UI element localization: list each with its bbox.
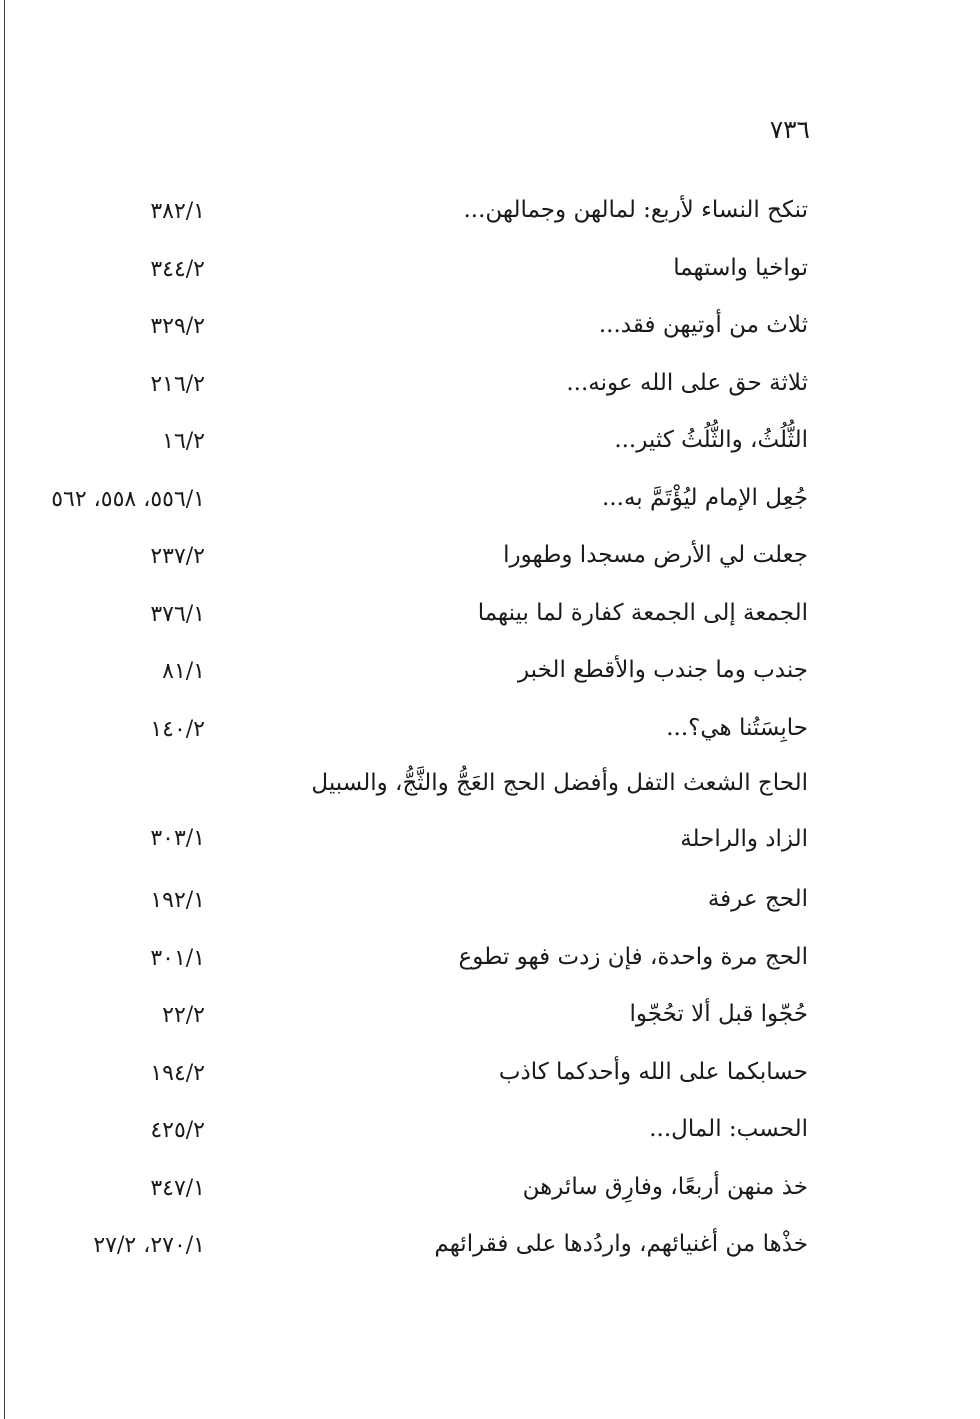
entry-reference: ٣٨٢/١ bbox=[150, 199, 205, 224]
index-entry bbox=[0, 363, 980, 421]
entry-reference: ٨١/١ bbox=[162, 659, 205, 684]
entry-reference: ٣٤٧/١ bbox=[150, 1175, 205, 1201]
entry-text: حُجّوا قبل ألا تحُجّوا bbox=[629, 1001, 808, 1027]
entry-reference: ٣٢٩/٢ bbox=[150, 314, 205, 339]
index-entry bbox=[0, 248, 980, 306]
entry-reference: ٣٠٣/١ bbox=[150, 826, 205, 851]
entry-text: جندب وما جندب والأقطع الخبر bbox=[517, 657, 808, 683]
entry-text: تنكح النساء لأربع: لمالهن وجمالهن... bbox=[463, 197, 808, 223]
entry-reference: ١٦/٢ bbox=[162, 429, 205, 454]
entry-reference: ١٩٢/١ bbox=[150, 888, 205, 913]
entry-reference: ٣٤٤/٢ bbox=[150, 256, 205, 282]
index-entry bbox=[0, 535, 980, 593]
entry-reference: ٢١٦/٢ bbox=[150, 371, 205, 397]
entry-text: خذْها من أغنيائهم، واردُدها على فقرائهم bbox=[434, 1231, 808, 1257]
index-entry bbox=[0, 1167, 980, 1225]
index-entry bbox=[0, 994, 980, 1052]
index-entry bbox=[0, 593, 980, 651]
index-entry bbox=[0, 190, 980, 248]
entry-text: حابِسَتُنا هي؟... bbox=[666, 714, 808, 741]
entry-reference: ٢٢/٢ bbox=[162, 1003, 205, 1028]
entry-text: الحج مرة واحدة، فإن زدت فهو تطوع bbox=[458, 943, 808, 970]
entry-reference: ٣٠١/١ bbox=[150, 945, 205, 971]
index-entry bbox=[0, 1052, 980, 1110]
entry-text: جُعِل الإمام ليُؤْتَمَّ به... bbox=[602, 484, 808, 511]
entry-reference: ١٤٠/٢ bbox=[150, 716, 205, 742]
page-number: ٧٣٦ bbox=[769, 115, 810, 144]
entry-reference: ٢٣٧/٢ bbox=[150, 544, 205, 569]
entry-reference: ٣٧٦/١ bbox=[150, 601, 205, 627]
index-entry bbox=[0, 1224, 980, 1282]
entry-text: الحسب: المال... bbox=[649, 1116, 808, 1142]
index-entry bbox=[0, 650, 980, 708]
entry-text: ثلاثة حق على الله عونه... bbox=[566, 369, 808, 396]
entry-text: الجمعة إلى الجمعة كفارة لما بينهما bbox=[477, 599, 808, 626]
entry-text: الحاج الشعث التفل وأفضل الحج العَجُّ والثَّجُّ، والسبيل الزاد والراحلة bbox=[311, 770, 808, 852]
entry-text: تواخيا واستهما bbox=[673, 254, 808, 281]
index-entry bbox=[0, 765, 980, 879]
entry-text: خذ منهن أربعًا، وفارِق سائرهن bbox=[522, 1173, 808, 1200]
index-entry bbox=[0, 305, 980, 363]
entry-reference: ٤٢٥/٢ bbox=[150, 1118, 205, 1143]
index-entry bbox=[0, 420, 980, 478]
index-entry bbox=[0, 1109, 980, 1167]
entry-reference: ١٩٤/٢ bbox=[150, 1060, 205, 1086]
entry-reference: ٢٧٠/١، ٢٧/٢ bbox=[93, 1233, 205, 1258]
entry-text: الثُّلُثُ، والثُّلُثُ كثير... bbox=[614, 427, 808, 453]
entry-text: حسابكما على الله وأحدكما كاذب bbox=[498, 1058, 808, 1085]
hadith-index-list bbox=[0, 190, 980, 1282]
index-entry bbox=[0, 937, 980, 995]
entry-text: الحج عرفة bbox=[707, 886, 808, 912]
entry-text: جعلت لي الأرض مسجدا وطهورا bbox=[503, 542, 808, 568]
entry-text: ثلاث من أوتيهن فقد... bbox=[598, 312, 808, 338]
entry-reference: ٥٥٦/١، ٥٥٨، ٥٦٢ bbox=[51, 486, 205, 512]
index-entry bbox=[0, 879, 980, 937]
index-entry bbox=[0, 478, 980, 536]
